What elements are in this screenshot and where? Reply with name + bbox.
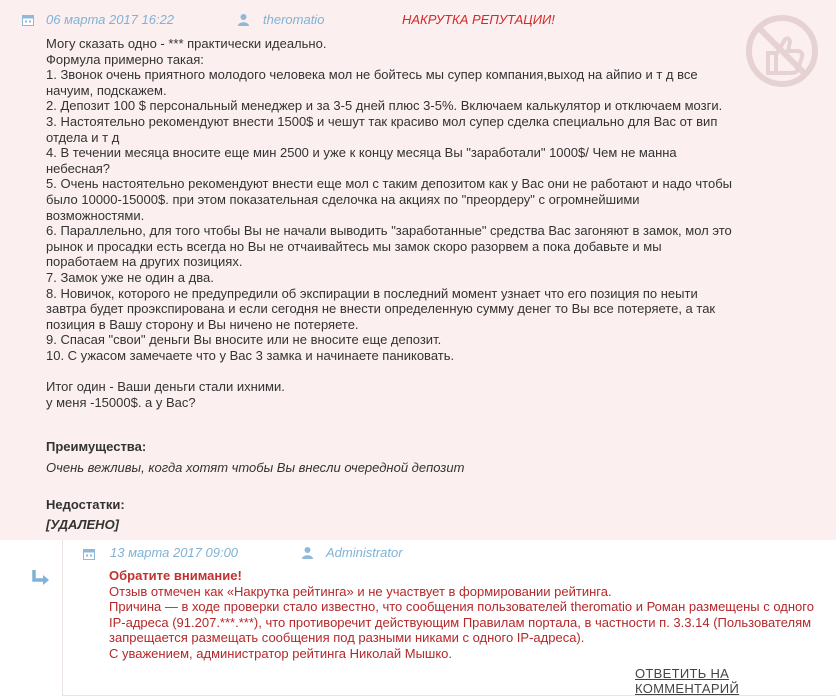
pros-title: Преимущества:	[46, 439, 147, 454]
review-line: 10. С ужасом замечаете что у Вас 3 замка и начинаете паниковать.	[46, 347, 455, 363]
review-line: 2. Депозит 100 $ персональный менеджер и за 3-5 дней плюс 3-5%. Включаем калькулятор и отключаем мозги.	[46, 98, 723, 114]
review-line: 7. Замок уже не один а два.	[46, 269, 214, 285]
calendar-icon	[83, 548, 95, 560]
admin-reply	[62, 540, 836, 696]
user-icon	[301, 546, 314, 559]
review-line: Могу сказать одно - *** практически идеально.	[46, 36, 327, 51]
review-line: рынок и просадки есть всегда но Вы не отчаивайтесь мы замок скоро разорвем а пока добавьте и мы	[46, 238, 662, 254]
notice-line: С уважением, администратор рейтинга Николай Мышко.	[109, 645, 453, 661]
review-meta	[0, 12, 836, 30]
pros-text: Очень вежливы, когда хотят чтобы Вы внесли очередной депозит	[46, 460, 465, 475]
review-body	[46, 36, 746, 410]
notice-line: запрещается размещать сообщения под разными никами с одного IP-адреса).	[109, 630, 585, 646]
review-line: 8. Новичок, которого не предупредили об экспирации в последний момент узнает что его позиция по неыти	[46, 285, 698, 301]
calendar-icon	[22, 14, 34, 26]
review-line: начуим, подскажем.	[46, 82, 167, 98]
user-icon	[237, 13, 250, 26]
review-author[interactable]: theromatio	[263, 12, 325, 27]
review-line: Итог один - Ваши деньги стали ихними.	[46, 379, 285, 395]
review-line: позиция в Вашу сторону и Вы ничено не потеряете.	[46, 316, 359, 332]
reply-to-comment-link[interactable]: ОТВЕТИТЬ НА КОММЕНТАРИЙ	[635, 666, 740, 696]
review-line: 9. Спасая "свои" деньги Вы вносите или не вносите еще депозит.	[46, 332, 442, 348]
reply-date: 13 марта 2017 09:00	[110, 545, 239, 560]
review-line: 3. Настоятельно рекомендуют внести 1500$ и чешут так красиво мол супер сделка специально для Вас от вип	[46, 113, 718, 129]
reputation-flag: НАКРУТКА РЕПУТАЦИИ!	[402, 12, 555, 27]
review-line: поработаем на других позициях.	[46, 254, 243, 270]
review-line: небесная?	[46, 160, 110, 176]
notice-line: Причина — в ходе проверки стало известно, что сообщения пользователей theromatio и Роман размещены с одного	[109, 599, 814, 615]
no-thumbs-up-icon	[744, 13, 820, 89]
review-line: возможностями.	[46, 207, 145, 223]
review-line: Формула примерно такая:	[46, 51, 204, 67]
notice-title: Обратите внимание!	[109, 568, 242, 583]
review-line: 1. Звонок очень приятного молодого человека мол не бойтесь мы супер компания,выход на айпио и т д все	[46, 67, 698, 83]
notice-line: IP-адреса (91.207.***.***), что противоречит действующим Правилам портала, в частности п. 3.3.14 (Пользователям	[109, 614, 812, 630]
cons-text: [УДАЛЕНО]	[46, 517, 120, 532]
review-line: у меня -15000$. а у Вас?	[46, 394, 196, 410]
review-line: 5. Очень настоятельно рекомендуют внести еще мол с таким депозитом как у Вас они не работают и надо чтобы	[46, 176, 732, 192]
review-date: 06 марта 2017 16:22	[46, 12, 175, 27]
reply-author[interactable]: Administrator	[326, 545, 403, 560]
review-line: завтра будет проэкспирована и если сегодня не внести определенную сумму денег то Вы все потеряете, а так	[46, 301, 716, 317]
review-line: было 10000-15000$. при этом показательная сделочка на акциях по "преордеру" с огромнейшими	[46, 191, 640, 207]
review-line	[46, 363, 746, 379]
reply-arrow-icon	[30, 567, 52, 589]
cons-title: Недостатки:	[46, 497, 125, 512]
review-line: отдела и т д	[46, 129, 120, 145]
review-line: 6. Параллельно, для того чтобы Вы не начали выводить "заработанные" средства Вас загоняют в замок, мол это	[46, 223, 732, 239]
moderation-notice	[109, 568, 829, 662]
notice-line: Отзыв отмечен как «Накрутка рейтинга» и не участвует в формировании рейтинга.	[109, 583, 612, 599]
review-line: 4. В течении месяца вносите еще мин 2500 и уже к концу месяца Вы "заработали" 1000$/ Чем не манна	[46, 145, 677, 161]
